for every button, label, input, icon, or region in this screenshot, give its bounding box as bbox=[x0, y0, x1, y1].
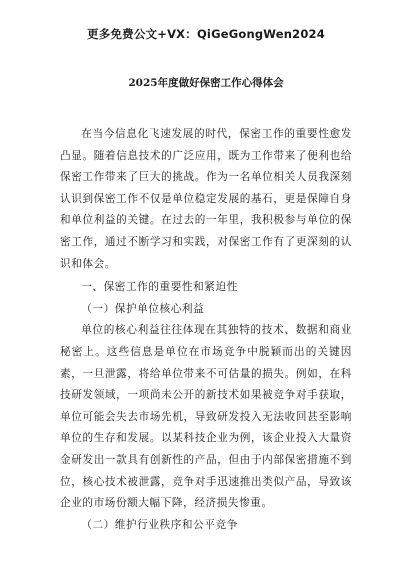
subsection-heading-2: （二）维护行业秩序和公平竞争 bbox=[81, 518, 238, 531]
intro-paragraph: 在当今信息化飞速发展的时代，保密工作的重要性愈发凸显。随着信息技术的广泛应用，既为工作带来了便利也给保密工作带来了巨大的挑战。作为一名单位相关人员我深刻认识到保密工作不仅是单位稳定发展的基石，更是保障自身和单位利益的关键。在过去的一年里，我积极参与单位的保密工作，通过不断学习和实践，对保密工作有了更深刻的认识和体会。 bbox=[60, 128, 352, 270]
subsection-paragraph: 单位的核心利益往往体现在其独特的技术、数据和商业秘密上。这些信息是单位在市场竞争中脱颖而出的关键因素，一旦泄露，将给单位带来不可估量的损失。例如，在科技研发领域，一项尚未公开的新技术如果被竞争对手获取，单位可能会失去市场先机，导致研发投入无法收回甚至影响单位的生存和发展。以某科技企业为例，该企业投入大量资金研发出一款具有创新性的产品，但由于内部保密措施不到位，核心技术被泄露，竞争对手迅速推出类似产品，导致该企业的市场份额大幅下降，经济损失惨重。 bbox=[60, 324, 352, 510]
document-title: 2025年度做好保密工作心得体会 bbox=[128, 77, 284, 89]
watermark-header: 更多免费公文+VX：QiGeGongWen2024 bbox=[87, 27, 325, 41]
section-heading: 一、保密工作的重要性和紧迫性 bbox=[81, 281, 238, 294]
subsection-heading: （一）保护单位核心利益 bbox=[81, 302, 205, 315]
